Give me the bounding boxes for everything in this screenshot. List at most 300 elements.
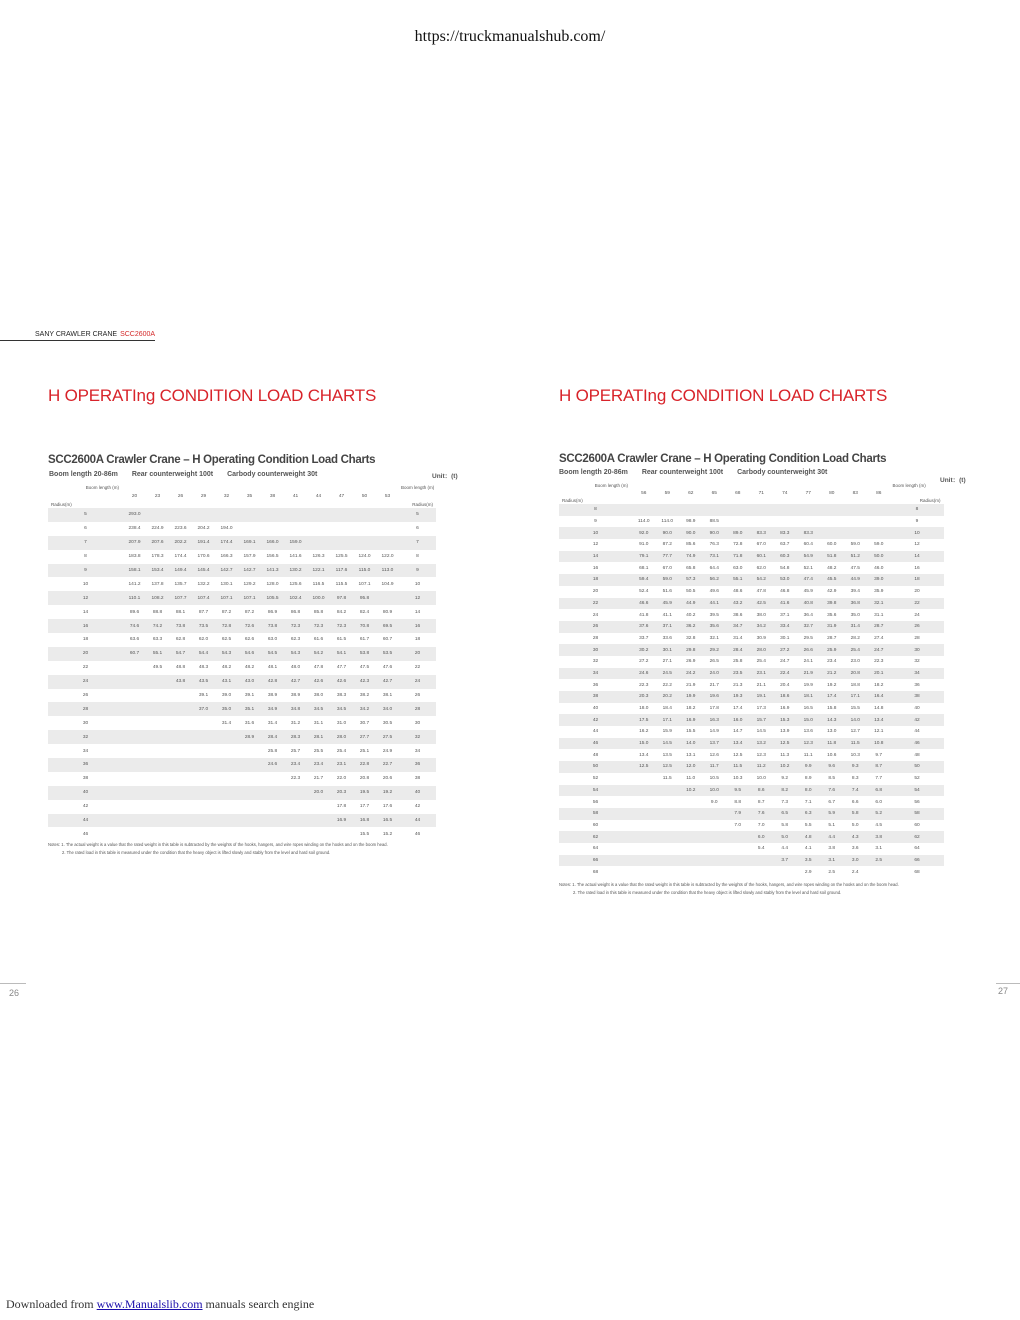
load-value-cell: 9.2 — [781, 776, 789, 782]
load-value-cell: 86.9 — [267, 609, 278, 615]
load-value-cell: 84.2 — [336, 609, 347, 615]
load-value-cell: 122.1 — [307, 564, 330, 578]
load-value-cell: 293.0 — [123, 508, 146, 522]
load-value-cell: 54.2 — [750, 574, 774, 586]
load-value-cell: 27.2 — [639, 659, 649, 665]
load-value-cell: 142.7 — [238, 564, 261, 578]
load-value-cell: 5.4 — [757, 846, 765, 852]
table-row — [559, 621, 944, 633]
load-value-cell: 22.7 — [376, 758, 399, 772]
load-value-cell: 107.1 — [215, 591, 238, 605]
load-value-cell — [261, 827, 284, 841]
load-value-cell — [123, 689, 146, 703]
brand-name: SANY CRAWLER CRANE — [35, 331, 118, 338]
load-value-cell — [726, 866, 750, 878]
table-row — [559, 656, 944, 668]
load-value-cell — [632, 866, 656, 878]
table-row — [559, 598, 944, 610]
load-value-cell: 126.3 — [312, 554, 325, 560]
load-value-cell: 132.2 — [197, 581, 210, 587]
load-value-cell: 14.7 — [733, 729, 743, 735]
load-value-cell: 38.9 — [267, 693, 278, 699]
radius-cell: 24 — [914, 612, 920, 618]
load-value-cell: 18.6 — [773, 691, 797, 703]
load-value-cell: 62.3 — [290, 637, 301, 643]
load-value-cell: 32.1 — [709, 635, 719, 641]
load-value-cell — [820, 516, 844, 528]
load-value-cell — [307, 508, 330, 522]
radius-cell: 30 — [559, 644, 632, 656]
load-value-cell: 6.3 — [797, 808, 821, 820]
load-value-cell: 38.0 — [313, 693, 324, 699]
load-value-cell — [215, 827, 238, 841]
load-value-cell — [169, 772, 192, 786]
right-chart-conditions — [559, 469, 839, 476]
load-value-cell: 23.1 — [330, 758, 353, 772]
load-value-cell: 72.6 — [238, 619, 261, 633]
load-value-cell: 44.1 — [703, 598, 727, 610]
load-value-cell: 22.3 — [639, 682, 649, 688]
load-value-cell: 223.6 — [174, 526, 187, 532]
table-row — [48, 619, 436, 633]
load-value-cell: 19.9 — [679, 691, 703, 703]
radius-cell: 32 — [399, 730, 436, 744]
load-value-cell: 95.8 — [353, 591, 376, 605]
load-value-cell: 47.4 — [797, 574, 821, 586]
radius-cell: 36 — [914, 682, 920, 688]
load-value-cell: 23.0 — [850, 659, 860, 665]
left-chart-conditions — [49, 471, 329, 478]
left-rear-counterweight: Rear counterweight 100t — [131, 471, 214, 478]
load-value-cell — [146, 689, 169, 703]
load-value-cell: 8.3 — [851, 776, 859, 782]
radius-cell: 12 — [914, 542, 920, 548]
table-row — [48, 758, 436, 772]
load-value-cell: 40.2 — [686, 612, 696, 618]
load-value-cell: 13.4 — [726, 738, 750, 750]
radius-cell: 18 — [414, 637, 421, 643]
load-value-cell: 130.1 — [220, 581, 233, 587]
load-value-cell: 13.4 — [867, 714, 891, 726]
load-value-cell: 87.2 — [221, 609, 232, 615]
load-value-cell: 16.9 — [679, 714, 703, 726]
load-value-cell: 54.7 — [169, 647, 192, 661]
load-value-cell: 61.5 — [336, 637, 347, 643]
load-value-cell: 20.2 — [656, 691, 680, 703]
load-value-cell: 124.0 — [358, 554, 371, 560]
table-row — [559, 586, 944, 598]
load-value-cell — [307, 814, 330, 828]
load-value-cell: 89.0 — [726, 527, 750, 539]
load-value-cell: 30.5 — [382, 720, 393, 726]
load-value-cell — [146, 702, 169, 716]
load-value-cell: 34.2 — [750, 621, 774, 633]
radius-cell: 46 — [82, 831, 89, 837]
load-value-cell: 11.5 — [844, 738, 868, 750]
load-value-cell: 38.2 — [359, 693, 370, 699]
load-value-cell: 135.7 — [174, 581, 187, 587]
load-value-cell — [169, 689, 192, 703]
load-value-cell: 48.2 — [244, 665, 255, 671]
left-load-chart — [48, 484, 436, 841]
load-value-cell: 77.7 — [656, 551, 680, 563]
load-value-cell: 28.3 — [284, 730, 307, 744]
load-value-cell: 35.1 — [238, 702, 261, 716]
load-value-cell: 13.9 — [780, 729, 790, 735]
load-value-cell: 28.4 — [261, 730, 284, 744]
radius-cell: 5 — [48, 508, 123, 522]
radius-cell: 50 — [891, 761, 944, 773]
left-boom-length-col-header: 53 — [384, 493, 391, 499]
table-row — [559, 831, 944, 843]
load-value-cell: 23.4 — [284, 758, 307, 772]
load-value-cell — [261, 814, 284, 828]
load-value-cell: 15.3 — [773, 714, 797, 726]
load-value-cell: 24.7 — [780, 659, 790, 665]
load-value-cell — [284, 786, 307, 800]
load-value-cell: 51.8 — [820, 551, 844, 563]
radius-cell: 40 — [592, 706, 599, 712]
load-value-cell: 79.1 — [632, 551, 656, 563]
load-value-cell — [123, 675, 146, 689]
load-value-cell: 24.6 — [632, 668, 656, 680]
table-row — [48, 716, 436, 730]
load-value-cell: 38.1 — [382, 693, 393, 699]
load-value-cell: 62.6 — [244, 637, 255, 643]
load-value-cell: 41.6 — [773, 598, 797, 610]
table-row — [559, 761, 944, 773]
left-boom-length-label: Boom length (m) — [85, 485, 119, 490]
load-value-cell: 24.7 — [867, 644, 891, 656]
right-boom-range: Boom length 20-86m — [559, 469, 628, 476]
load-value-cell: 141.2 — [128, 581, 141, 587]
left-boom-length-col-header: 20 — [131, 493, 138, 499]
radius-cell: 26 — [559, 621, 632, 633]
right-section-title: H OPERATIng CONDITION LOAD CHARTS — [559, 386, 888, 405]
radius-cell: 64 — [914, 846, 920, 852]
load-value-cell — [284, 827, 307, 841]
load-value-cell: 20.4 — [780, 682, 790, 688]
load-value-cell — [146, 716, 169, 730]
load-value-cell — [703, 820, 727, 832]
load-value-cell: 5.1 — [828, 822, 836, 828]
table-row — [48, 702, 436, 716]
table-row — [559, 609, 944, 621]
table-row — [48, 675, 436, 689]
load-value-cell — [238, 758, 261, 772]
load-value-cell: 52.1 — [803, 565, 813, 571]
load-value-cell — [679, 831, 703, 843]
radius-cell: 54 — [559, 785, 632, 797]
load-value-cell: 82.4 — [359, 609, 370, 615]
load-value-cell — [123, 772, 146, 786]
load-value-cell: 9.3 — [844, 761, 868, 773]
radius-cell: 60 — [592, 822, 599, 828]
load-value-cell: 11.5 — [726, 761, 750, 773]
left-page-number: 26 — [9, 988, 20, 998]
load-value-cell: 83.3 — [750, 527, 774, 539]
table-row — [48, 800, 436, 814]
load-value-cell — [169, 827, 192, 841]
load-value-cell: 43.2 — [726, 598, 750, 610]
load-value-cell: 54.3 — [215, 647, 238, 661]
load-value-cell — [353, 508, 376, 522]
load-value-cell: 9.6 — [820, 761, 844, 773]
load-value-cell: 8.9 — [804, 776, 812, 782]
load-value-cell — [284, 522, 307, 536]
table-row — [559, 633, 944, 645]
radius-cell: 16 — [48, 619, 123, 633]
load-value-cell: 34.5 — [330, 702, 353, 716]
radius-cell: 14 — [891, 551, 944, 563]
load-value-cell: 207.9 — [123, 536, 146, 550]
load-value-cell: 174.4 — [215, 536, 238, 550]
load-value-cell: 45.9 — [656, 598, 680, 610]
load-value-cell: 88.8 — [152, 609, 163, 615]
load-value-cell: 20.3 — [330, 786, 353, 800]
load-value-cell: 49.6 — [709, 589, 719, 595]
radius-cell: 34 — [82, 748, 89, 754]
load-value-cell: 107.7 — [169, 591, 192, 605]
radius-cell: 66 — [559, 855, 632, 867]
load-value-cell — [123, 716, 146, 730]
load-value-cell: 145.4 — [192, 564, 215, 578]
table-row — [48, 550, 436, 564]
load-value-cell: 43.5 — [192, 675, 215, 689]
load-value-cell: 19.3 — [726, 691, 750, 703]
left-boom-length-col-header: 29 — [200, 493, 207, 499]
radius-cell: 10 — [559, 527, 632, 539]
load-value-cell: 10.5 — [709, 776, 719, 782]
load-value-cell: 5.2 — [867, 808, 891, 820]
load-value-cell: 3.1 — [875, 846, 883, 852]
load-value-cell: 70.8 — [353, 619, 376, 633]
load-value-cell: 12.0 — [679, 761, 703, 773]
radius-cell: 9 — [399, 564, 436, 578]
load-value-cell: 3.7 — [773, 855, 797, 867]
load-value-cell: 25.8 — [267, 748, 278, 754]
table-row — [48, 814, 436, 828]
load-value-cell: 45.5 — [820, 574, 844, 586]
load-value-cell: 62.0 — [198, 637, 209, 643]
load-value-cell: 170.6 — [197, 554, 210, 560]
table-row — [559, 855, 944, 867]
load-value-cell: 15.7 — [750, 714, 774, 726]
table-row — [559, 738, 944, 750]
load-value-cell: 85.8 — [313, 609, 324, 615]
table-row — [559, 644, 944, 656]
load-value-cell: 12.3 — [756, 752, 766, 758]
load-value-cell: 107.1 — [238, 591, 261, 605]
load-value-cell — [656, 796, 680, 808]
load-value-cell: 11.3 — [780, 752, 790, 758]
load-value-cell: 25.7 — [290, 748, 301, 754]
load-value-cell: 3.0 — [844, 855, 868, 867]
load-value-cell: 69.5 — [376, 619, 399, 633]
load-value-cell: 102.4 — [284, 591, 307, 605]
load-value-cell — [844, 504, 868, 516]
load-value-cell — [703, 808, 727, 820]
load-value-cell: 37.1 — [780, 612, 790, 618]
footer-prefix: Downloaded from — [6, 1297, 94, 1311]
load-value-cell: 54.5 — [261, 647, 284, 661]
radius-cell: 46 — [414, 831, 421, 837]
radius-cell: 22 — [414, 665, 421, 671]
right-boom-length-col-header: 80 — [829, 490, 835, 496]
load-value-cell: 46.0 — [874, 565, 884, 571]
load-value-cell: 35.9 — [874, 589, 884, 595]
radius-cell: 12 — [48, 591, 123, 605]
load-value-cell — [284, 814, 307, 828]
load-value-cell: 24.0 — [703, 668, 727, 680]
load-value-cell: 83.3 — [797, 527, 821, 539]
radius-cell: 7 — [399, 536, 436, 550]
radius-cell: 18 — [82, 637, 89, 643]
load-value-cell: 43.0 — [238, 675, 261, 689]
radius-cell: 44 — [592, 729, 599, 735]
load-value-cell: 114.0 — [661, 519, 674, 525]
load-value-cell: 2.9 — [804, 869, 812, 875]
load-value-cell: 22.0 — [336, 776, 347, 782]
load-value-cell: 31.9 — [820, 621, 844, 633]
radius-cell: 8 — [84, 554, 87, 560]
load-value-cell: 9.0 — [710, 799, 718, 805]
load-value-cell: 238.4 — [128, 526, 141, 532]
radius-cell: 12 — [399, 591, 436, 605]
load-value-cell: 31.1 — [874, 612, 884, 618]
load-value-cell: 10.0 — [703, 785, 727, 797]
load-value-cell: 30.9 — [756, 635, 766, 641]
load-value-cell: 35.6 — [827, 612, 837, 618]
load-value-cell: 73.1 — [703, 551, 727, 563]
load-value-cell: 26.6 — [797, 644, 821, 656]
load-value-cell: 6.8 — [867, 785, 891, 797]
load-value-cell: 5.9 — [820, 808, 844, 820]
load-value-cell: 30.1 — [656, 644, 680, 656]
radius-cell: 36 — [48, 758, 123, 772]
load-value-cell: 17.4 — [733, 706, 743, 712]
load-value-cell: 28.0 — [330, 730, 353, 744]
load-value-cell — [750, 855, 774, 867]
load-value-cell: 48.2 — [827, 565, 837, 571]
load-value-cell: 28.7 — [867, 621, 891, 633]
load-value-cell: 41.8 — [639, 612, 649, 618]
load-value-cell: 3.5 — [797, 855, 821, 867]
load-value-cell: 40.8 — [797, 598, 821, 610]
load-value-cell: 97.8 — [330, 591, 353, 605]
load-value-cell: 202.2 — [169, 536, 192, 550]
right-rear-counterweight: Rear counterweight 100t — [641, 469, 724, 476]
table-row — [559, 539, 944, 551]
load-value-cell: 142.7 — [215, 564, 238, 578]
radius-cell: 44 — [399, 814, 436, 828]
load-value-cell: 110.1 — [123, 591, 146, 605]
load-value-cell: 178.3 — [151, 554, 164, 560]
table-row — [559, 843, 944, 855]
table-row — [559, 562, 944, 574]
load-value-cell — [867, 527, 891, 539]
page-url-header: https://truckmanualshub.com/ — [414, 28, 606, 45]
radius-cell: 20 — [914, 589, 920, 595]
load-value-cell — [726, 855, 750, 867]
load-value-cell: 42.9 — [827, 589, 837, 595]
load-value-cell — [123, 814, 146, 828]
load-value-cell: 12.3 — [797, 738, 821, 750]
load-value-cell — [656, 866, 680, 878]
right-note-1: Notes: 1. The actual weight is a value that the rated weight in this table is subtracted by the weights of the hooks, hangers, and wire ropes winding on the hooks and on the boom head. — [559, 882, 899, 887]
load-value-cell: 15.9 — [662, 729, 672, 735]
load-value-cell: 63.3 — [152, 637, 163, 643]
load-value-cell — [632, 855, 656, 867]
load-value-cell: 7.0 — [734, 822, 742, 828]
load-value-cell: 33.6 — [662, 635, 672, 641]
load-value-cell: 48.1 — [267, 665, 278, 671]
load-value-cell: 72.8 — [733, 542, 743, 548]
right-boom-length-col-header: 59 — [664, 490, 670, 496]
manualslib-link[interactable]: www.Manualslib.com — [96, 1297, 203, 1311]
load-value-cell — [192, 730, 215, 744]
load-value-cell: 88.1 — [175, 609, 186, 615]
load-value-cell — [146, 786, 169, 800]
load-value-cell: 33.7 — [639, 635, 649, 641]
load-value-cell: 39.4 — [850, 589, 860, 595]
load-value-cell: 54.3 — [284, 647, 307, 661]
load-value-cell — [215, 744, 238, 758]
left-boom-length-col-header: 38 — [269, 493, 276, 499]
right-boom-length-col-header: 65 — [711, 490, 717, 496]
load-value-cell: 38.0 — [756, 612, 766, 618]
load-value-cell: 60.3 — [773, 551, 797, 563]
radius-cell: 66 — [891, 855, 944, 867]
load-value-cell: 5.5 — [804, 822, 812, 828]
radius-cell: 28 — [399, 702, 436, 716]
radius-cell: 30 — [414, 720, 421, 726]
left-section-title: H OPERATIng CONDITION LOAD CHARTS — [48, 386, 377, 405]
load-value-cell: 42.6 — [330, 675, 353, 689]
load-value-cell — [146, 772, 169, 786]
load-value-cell: 38.6 — [733, 612, 743, 618]
load-value-cell: 7.0 — [757, 822, 765, 828]
right-header-corner — [559, 482, 632, 504]
radius-cell: 6 — [416, 526, 419, 532]
load-value-cell — [656, 808, 680, 820]
right-boom-length-label-right: Boom length (m) — [892, 483, 926, 488]
load-value-cell: 23.4 — [307, 758, 330, 772]
radius-cell: 22 — [82, 665, 89, 671]
load-value-cell — [192, 800, 215, 814]
load-value-cell: 17.1 — [844, 691, 868, 703]
table-row — [559, 551, 944, 563]
radius-cell: 40 — [399, 786, 436, 800]
radius-cell: 30 — [891, 644, 944, 656]
load-value-cell: 62.0 — [756, 565, 766, 571]
table-row — [48, 508, 436, 522]
load-value-cell: 43.8 — [169, 675, 192, 689]
radius-cell: 16 — [914, 565, 920, 571]
load-value-cell: 159.0 — [284, 536, 307, 550]
load-value-cell — [726, 843, 750, 855]
load-value-cell: 23.4 — [827, 659, 837, 665]
radius-cell: 30 — [82, 720, 89, 726]
load-value-cell — [867, 504, 891, 516]
load-value-cell — [844, 527, 868, 539]
table-row — [559, 527, 944, 539]
load-value-cell: 5.0 — [773, 831, 797, 843]
load-value-cell — [169, 758, 192, 772]
radius-cell: 6 — [84, 526, 87, 532]
load-value-cell: 53.5 — [376, 647, 399, 661]
radius-cell: 62 — [559, 831, 632, 843]
